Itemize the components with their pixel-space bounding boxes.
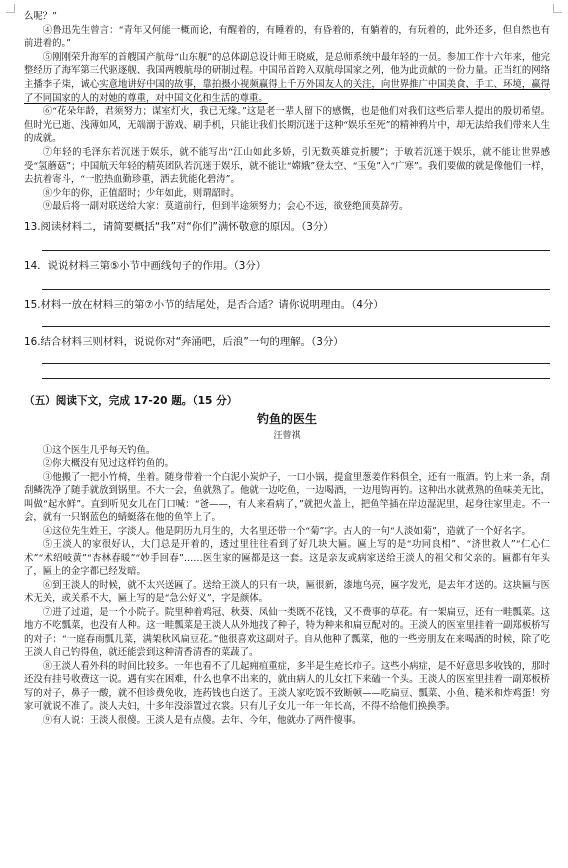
material-para-5-text: ⑤刚刚荣升海军的首艘国产航母“山东舰”的总体副总设计师王晓威，是总师系统中最年轻的一员。参加工作十六年来，他完整经历了海军第三代驱逐舰、我国两艘航母的研制过程。中国吊首跨入双航母国家之列，他为此贡献的一份力量。正当红的网络主播李子柒，诚心: [24, 51, 550, 90]
story-para-6: ⑥到王淡人的时候，就不太兴送匾了。送给王淡人的只有一块，匾很新，漆地乌亮，匾字发光，是去年才送的。这块匾与医术无关，或关系不大，匾上写的是“急公好义”，字是颜体。: [24, 579, 550, 605]
story-para-9: ⑨有人说：王淡人很傻。王淡人是有点傻。去年、今年，他就办了两件傻事。: [42, 714, 362, 726]
crop-mark-left: [6, 4, 15, 13]
question-13-text: 13.阅读材料二，请简要概括“我”对“你们”满怀敬意的原因。（3分）: [24, 220, 334, 233]
section-five-heading: （五）阅读下文，完成 17-20 题。（15 分）: [24, 394, 238, 407]
story-para-3: ③他搬了一把小竹椅，坐着。随身带着一个白泥小炭炉子，一口小锅，提盒里葱姜作料俱全，还有一瓶酒。钓上来一条，刮刮鳞洗净了随手就放到锅里。不大一会，鱼就熟了。他就一边吃鱼，一边喝酒，一边甩钩再钓。这种出水就煮熟的鱼味美无比，叫做“起水鲜”。直到听见女儿在门口喊：“爸——，有人来看病了，”就把火盖上，把鱼竿插在岸边湿泥里，起身往家里走。不一会，就有一只钢蓝色的蜻蜓落在他的鱼竿上了。: [24, 471, 550, 524]
question-13: [24, 220, 550, 251]
material-three: [24, 10, 550, 214]
material-para-0: 么呢？”: [24, 11, 57, 22]
answer-line[interactable]: [42, 250, 550, 251]
material-para-7: ⑦年轻的毛泽东若沉迷于娱乐，就不能写出“江山如此多娇，引无数英雄竞折腰”；于敏若沉迷于娱乐，就不能让世界感受“氢蘑菇”；中国航天年轻的精英团队若沉迷于娱乐，就不能让“嫦娥”登太空、“玉兔”入“广寒”。我们要做的就是像他们一样，去抗着寄斗，“一腔热血勤珍重，洒去犹能化碧涛”。: [24, 146, 550, 186]
question-16: [24, 335, 550, 379]
story-title: 钓鱼的医生: [256, 411, 317, 426]
material-para-4: ④鲁迅先生曾言：“青年又何能一概而论，有醒着的，有睡着的，有昏着的，有躺着的，有玩着的，此外还多，但自然也有前进着的。”: [24, 24, 550, 50]
answer-line[interactable]: [42, 289, 550, 290]
material-para-5: [24, 51, 550, 105]
story-para-2: ②你大概没有见过这样钓鱼的。: [42, 458, 175, 470]
story-para-4: ④这位先生姓王，字淡人。他是阴历九月生的，大名里还带一个“菊”字。古人的一句“人淡如菊”，造就了一个好名字。: [42, 525, 531, 537]
question-16-text: 16.结合材料三则材料，说说你对“奔涌吧，后浪”一句的理解。（3分）: [24, 335, 344, 348]
answer-line[interactable]: [42, 326, 550, 327]
answer-line[interactable]: [42, 378, 550, 379]
material-para-6: ⑥“花朵年龄，君须努力；谋室灯火，我已无缘。”这是老一辈人留下的感慨，也是他们对我们这些后辈人提出的殷切希望。但时光已逝、浅薄如风，无端溺于游戏、刷手机，只能让我们长期沉迷于这种“娱乐至死”的精神鸦片中，却无法给我们带来人生的成就。: [24, 106, 550, 145]
underlined-sentence: 实意地讲好中国的故事，靠拍摄小视频赢得上千万外国友人的关注，向世界推广中国美食、手工、环境，赢得了不同国家的人的对她的尊重，对中国文化和生活的尊重。: [24, 78, 550, 104]
question-14-text: 14．说说材料三第⑤小节中画线句子的作用。（3分）: [24, 259, 267, 272]
question-15-text: 15.材料一放在材料三的第⑦小节的结尾处，是否合适？请你说明理由。（4分）: [24, 298, 384, 311]
story-para-1: ①这个医生几乎每天钓鱼。: [42, 444, 156, 456]
story-para-7: ⑦进了过道，是一个小院子。院里种着鸡冠、秋葵、凤仙一类既不花钱，又不费事的草花。有一架扁豆，还有一畦瓢菜。这地方不吃瓢菜，也没有人种。这一畦瓢菜是王淡人从外地找了种子，特为种来和扁豆配对的。王淡人的医室里挂着一副郑板桥写的对子：“一庭春雨瓢儿菜，满架秋风扁豆花。”他很喜欢这副对子。自从他种了瓢菜，他的一些旁朋友在来喝酒的时候，除了吃王淡人自己钓得鱼，就还能尝到这种清香清香的菜蔬了。: [24, 606, 550, 659]
crop-mark-right: [553, 4, 562, 13]
answer-line[interactable]: [42, 363, 550, 364]
story-author: 汪曾祺: [273, 430, 301, 441]
material-para-8: ⑧少年的你，正值韶时；少年如此，则谓韶时。: [42, 187, 240, 199]
question-15: [24, 298, 550, 327]
question-14: [24, 259, 550, 290]
story-para-5: ⑤王淡人的家很好认，大门总是开着的，透过里往往看到了好几块大匾。匾上写的是“功同良相”、“济世救人”“仁心仁术”“术绍岐黄”“杏林春暖”“妙手回春”……医生家的匾都是这一套。这是亲友或病家送给王淡人的祖父和父亲的。匾都有年头了，匾上的金字都已经发暗。: [24, 539, 550, 578]
section-five: [24, 393, 550, 728]
story-para-8: ⑧王淡人看外科的时间比较多。一年也看不了几起痈疽重症，多半是生疮长疖子。这些小病症，是不好意思多收钱的，那时还没有挂号收费这一说。遇有实在困难，什么也拿不出来的，就由病人的儿女扛下来磕一个头。王淡人的医室里挂着一副郑板桥写的对子，鼻子一酸，就不但诊费免收，连药钱也白送了。王淡人家吃饭不致断顿——吃扁豆、瓢菜、小鱼、糙米和炸鸡蛋！穷家可就说不准了。淡人夫妇，十多年没添置过衣裳。只有儿子女儿一年一年长高，不得不给他们换换季。: [24, 660, 550, 713]
material-para-9: ⑨最后将一副对联送给大家：莫道前行，但到半途须努力；会心不远，欲登绝顶莫辞劳。: [42, 201, 409, 213]
